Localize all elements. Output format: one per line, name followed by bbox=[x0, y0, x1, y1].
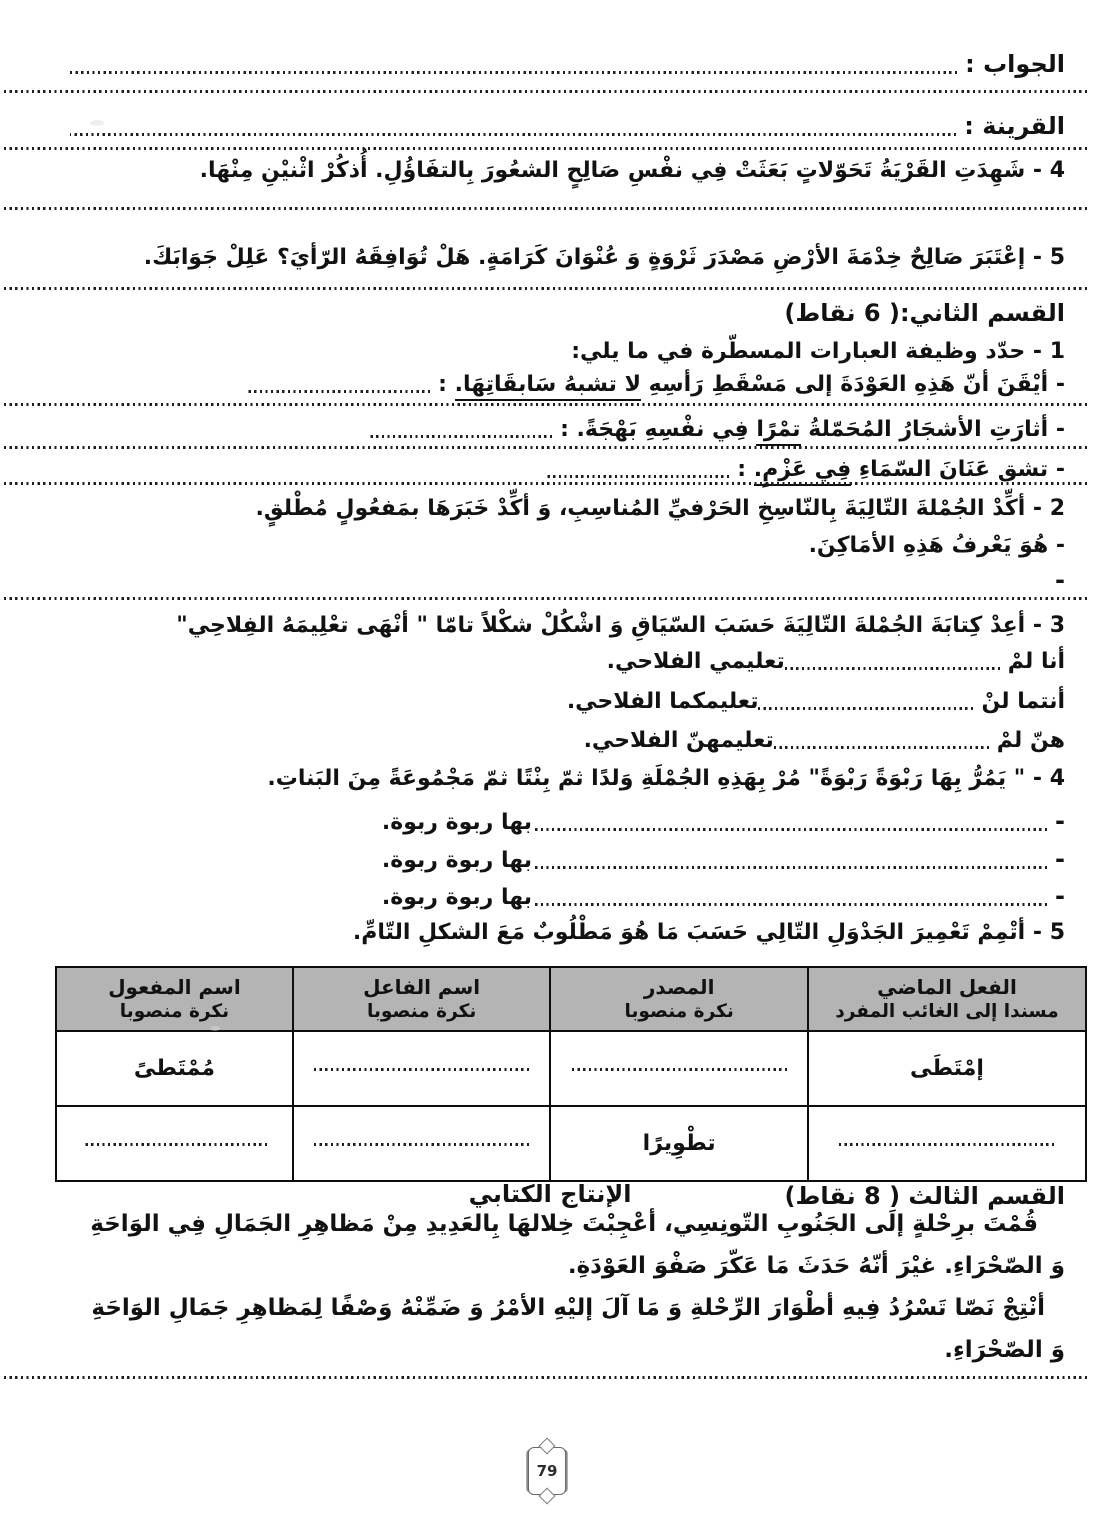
q5-intro: 5 - أتْمِمْ تَعْمِيرَ الجَدْوَلِ التّالِي حَسَبَ مَا هُوَ مَطْلُوبٌ مَعَ الشكلِ التّامِّ. bbox=[352, 920, 1065, 945]
q1-item-post: فِي نفْسِهِ بَهْجَةً. : bbox=[560, 417, 757, 442]
header-line1: اسم المفعول bbox=[108, 975, 241, 999]
dotted-line bbox=[4, 403, 1087, 406]
essay-paragraph-line: أنْتِجْ نَصّا تَسْرُدُ فِيهِ أطْوَارَ الرِّحْلةِ وَ مَا آلَ إليْهِ الأمْرُ وَ ضَمِّنْهُ وَصْفًا لِمَظاهِرِ جَمَالِ الوَاحَةِ bbox=[91, 1295, 1045, 1321]
q2-intro: 2 - أكِّدْ الجُمْلةَ التّالِيَةَ بِالنّاسِخِ الحَرْفيِّ المُناسِبِ، وَ أكِّدْ خَبَرَهَا بمَفعُولٍ مُطْلقٍ. bbox=[255, 496, 1065, 521]
page-number-frame bbox=[528, 1447, 566, 1495]
q4-blank-dots bbox=[532, 811, 1047, 831]
header-line1: الفعل الماضي bbox=[877, 975, 1017, 999]
q3-left-text: تعليمي الفلاحي. bbox=[606, 649, 785, 674]
q1-item bbox=[367, 417, 1065, 442]
clue-label: القرينة : bbox=[964, 112, 1065, 140]
table-cell-dots bbox=[82, 1143, 267, 1146]
table-header-cell bbox=[550, 967, 808, 1031]
answer-label: الجواب : bbox=[965, 50, 1065, 78]
q3-row bbox=[584, 728, 1065, 753]
essay-paragraph-line: وَ الصّحْرَاءِ. bbox=[944, 1337, 1065, 1363]
q4-left-text: بها ربوة ربوة. bbox=[381, 810, 533, 835]
q4-intro: 4 - " يَمُرُّ بِهَا رَبْوَةً رَبْوَةً" مُرْ بِهَذِهِ الجُمْلَةِ وَلدًا ثمّ بِنْتًا ثمّ مَجْمُوعَةً مِنَ البَناتِ. bbox=[267, 766, 1065, 791]
q3-blank-dots bbox=[774, 729, 989, 749]
q4-row bbox=[382, 807, 1065, 835]
q1-item-text bbox=[438, 372, 1065, 397]
dotted-line bbox=[4, 90, 1087, 93]
q1-item-underlined: تمْرًا bbox=[756, 417, 800, 446]
dotted-line bbox=[4, 287, 1087, 290]
table-cell: تطْوِيرًا bbox=[550, 1106, 808, 1181]
q2-answer-dash: - bbox=[1055, 566, 1065, 594]
q3-blank-dots bbox=[785, 650, 1000, 670]
table-header-row bbox=[56, 967, 1086, 1031]
answer-blank-dots bbox=[70, 54, 957, 74]
scan-smudge bbox=[90, 120, 104, 126]
q2-sentence: - هُوَ يَعْرفُ هَذِهِ الأمَاكِنَ. bbox=[808, 533, 1065, 558]
header-line1: اسم الفاعل bbox=[363, 975, 481, 999]
q3-left-text: تعليمكما الفلاحي. bbox=[566, 689, 759, 714]
table-header-cell bbox=[808, 967, 1086, 1031]
q1-item-post: : bbox=[737, 457, 754, 482]
q1-item-pre: - تشق عَنَانَ السّمَاءِ bbox=[851, 457, 1065, 482]
conjugation-table bbox=[55, 966, 1087, 1182]
q4-dash: - bbox=[1055, 882, 1065, 910]
bottom-dotted-line bbox=[4, 1376, 1087, 1379]
section2-title: القسم الثاني:( 6 نقاط) bbox=[784, 299, 1065, 327]
q3-blank-dots bbox=[758, 690, 973, 710]
table-cell bbox=[808, 1106, 1086, 1181]
q4-row bbox=[382, 845, 1065, 873]
clue-blank-dots bbox=[70, 116, 956, 136]
question-4: 4 - شَهِدَتِ القَرْيَةُ تَحَوّلاتٍ بَعَثَتْ فِي نفْسِ صَالِحٍ الشعُورَ بِالتفَاؤُلِ. أُذكُرْ اثْنيْنِ مِنْهَا. bbox=[199, 158, 1065, 183]
header-line2: نكرة منصوبا bbox=[624, 1001, 734, 1022]
q1-item-blank-dots bbox=[367, 418, 552, 438]
table-row bbox=[56, 1031, 1086, 1106]
clue-line bbox=[70, 112, 1065, 140]
q3-left-text: تعليمهنّ الفلاحي. bbox=[583, 728, 774, 753]
q1-item-blank-dots bbox=[245, 373, 430, 393]
table-cell bbox=[550, 1031, 808, 1106]
table-cell-dots bbox=[314, 1068, 529, 1071]
q1-item bbox=[245, 372, 1065, 397]
table-row bbox=[56, 1106, 1086, 1181]
q4-blank-dots bbox=[532, 849, 1047, 869]
q3-intro: 3 - أعِدْ كِتابَةَ الجُمْلةَ التّالِيَةَ حَسَبَ السّيَاقِ وَ اشْكُلْ شكْلاً تامّا " أنْهَى تعْلِيمَهُ الفِلاحِي" bbox=[176, 613, 1065, 638]
q1-item-text bbox=[737, 457, 1065, 482]
q1-item-underlined: فِي عَزْمٍ. bbox=[754, 457, 852, 486]
table-cell-dots bbox=[839, 1143, 1054, 1146]
table-cell: مُمْتَطىً bbox=[56, 1031, 293, 1106]
header-line2: نكرة منصوبا bbox=[367, 1001, 477, 1022]
q1-item-post: : bbox=[438, 372, 455, 397]
scan-smudge bbox=[210, 1026, 220, 1031]
q1-item-underlined: لا تشبهُ سَابقَاتِهَا. bbox=[455, 372, 641, 401]
table-cell bbox=[293, 1031, 551, 1106]
table-header-cell bbox=[293, 967, 551, 1031]
table-cell-dots bbox=[314, 1143, 529, 1146]
answer-line bbox=[70, 50, 1065, 78]
q3-right-text: هنّ لمْ bbox=[996, 728, 1065, 753]
essay-paragraph-line: وَ الصّحْرَاءِ. غيْرَ أنّهُ حَدَثَ مَا عَكّرَ صَفْوَ العَوْدَةِ. bbox=[567, 1253, 1065, 1279]
header-line1: المصدر bbox=[643, 975, 715, 999]
q3-row bbox=[567, 689, 1065, 714]
section3-title: القسم الثالث ( 8 نقاط) bbox=[784, 1182, 1065, 1210]
q4-dash: - bbox=[1055, 807, 1065, 835]
q4-row bbox=[382, 882, 1065, 910]
q3-row bbox=[607, 649, 1065, 674]
dotted-line bbox=[4, 147, 1087, 150]
q3-right-text: أنا لمْ bbox=[1007, 649, 1065, 674]
q4-blank-dots bbox=[532, 886, 1047, 906]
dotted-line bbox=[4, 482, 1087, 485]
q4-dash: - bbox=[1055, 845, 1065, 873]
q1-item-pre: - أثارَتِ الأشجَارُ المُحَمّلةُ bbox=[800, 417, 1065, 442]
q1-intro: 1 - حدّد وظيفة العبارات المسطّرة في ما يلي: bbox=[571, 339, 1065, 364]
page-number: 79 bbox=[536, 1462, 558, 1480]
question-5: 5 - إعْتَبَرَ صَالِحٌ خِدْمَةَ الأرْضِ مَصْدَرَ ثَرْوَةٍ وَ عُنْوَانَ كَرَامَةٍ. هَلْ تُوَافِقَهُ الرّأيَ؟ عَلِلْ جَوَابَكَ. bbox=[143, 245, 1065, 270]
table-cell: إمْتَطَى bbox=[808, 1031, 1086, 1106]
q1-item-pre: - أيْقَنَ أنّ هَذِهِ العَوْدَةَ إلى مَسْقَطِ رَأسِهِ bbox=[640, 372, 1065, 397]
q4-left-text: بها ربوة ربوة. bbox=[381, 885, 533, 910]
q4-left-text: بها ربوة ربوة. bbox=[381, 848, 533, 873]
header-line2: نكرة منصوبا bbox=[119, 1001, 230, 1022]
header-line2: مسندا إلى الغائب المفرد bbox=[835, 1001, 1059, 1022]
dotted-line bbox=[4, 446, 1087, 449]
q1-item bbox=[544, 457, 1065, 482]
q1-item-text bbox=[560, 417, 1065, 442]
dotted-line bbox=[4, 597, 1087, 600]
q1-item-blank-dots bbox=[544, 458, 729, 478]
essay-paragraph-line: قُمْتَ برِحْلةٍ إلَى الجَنُوبِ التّونِسِي، أعْجِبْتَ خِلالهَا بِالعَدِيدِ مِنْ مَظاهِرِ الجَمَالِ فِي الوَاحَةِ bbox=[90, 1211, 1038, 1237]
table-cell-dots bbox=[572, 1068, 787, 1071]
table-cell bbox=[56, 1106, 293, 1181]
table-cell bbox=[293, 1106, 551, 1181]
dotted-line bbox=[4, 207, 1087, 210]
section3-subtitle: الإنتاج الكتابي bbox=[468, 1180, 632, 1208]
table-header-cell bbox=[56, 967, 293, 1031]
q3-right-text: أنتما لنْ bbox=[981, 689, 1065, 714]
page-number-ornament bbox=[521, 1438, 573, 1504]
